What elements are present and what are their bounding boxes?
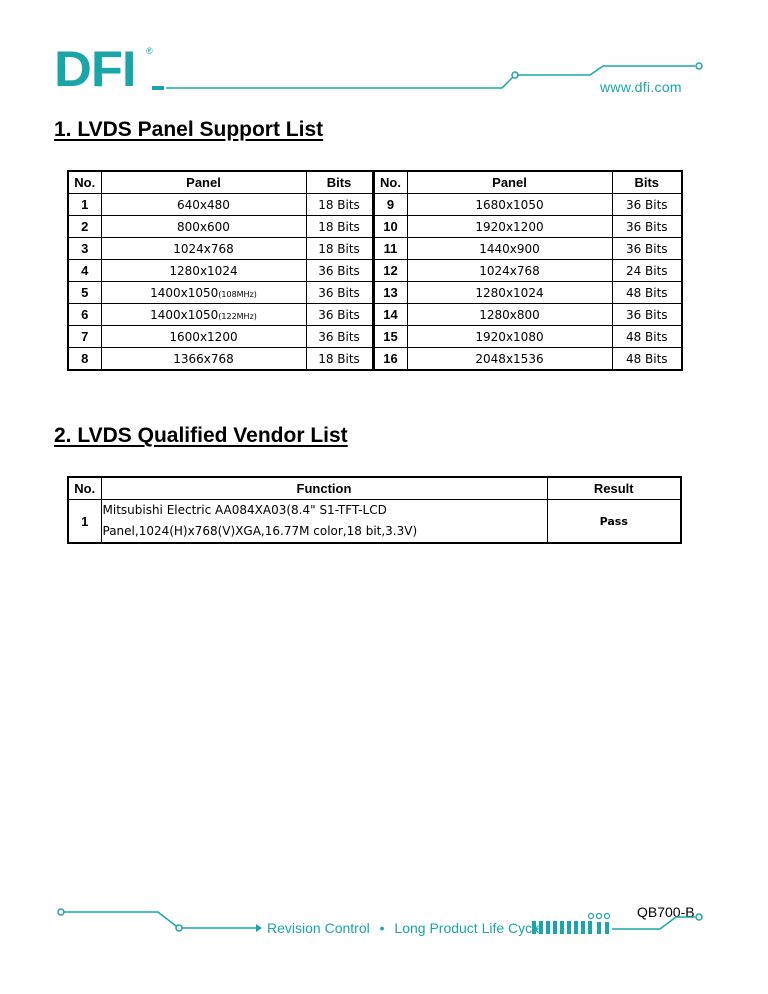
row-no: 11: [373, 238, 407, 260]
panel-value: 1600x1200: [169, 329, 238, 344]
bits-value: 18 Bits: [306, 238, 373, 260]
bits-value: 36 Bits: [306, 304, 373, 326]
table-row: [68, 348, 682, 371]
footer-node-end: [696, 914, 702, 920]
row-no: 1: [68, 500, 101, 544]
row-no: 6: [68, 304, 101, 326]
panel-resolution: 1440x900: [407, 238, 612, 260]
bits-value: 36 Bits: [612, 216, 682, 238]
panel-resolution: [101, 304, 306, 326]
bits-value: 36 Bits: [612, 304, 682, 326]
table-row: [68, 238, 682, 260]
row-no: 13: [373, 282, 407, 304]
panel-resolution: [101, 348, 306, 371]
panel-resolution: [101, 216, 306, 238]
bits-value: 36 Bits: [306, 260, 373, 282]
row-no: 16: [373, 348, 407, 371]
arrow-icon: [256, 924, 262, 932]
bits-value: 18 Bits: [306, 216, 373, 238]
row-no: 14: [373, 304, 407, 326]
footer-node-start: [58, 909, 64, 915]
row-no: 15: [373, 326, 407, 348]
header-trace-right: [518, 66, 695, 75]
panel-resolution: 1280x800: [407, 304, 612, 326]
panel-resolution: [101, 282, 306, 304]
bits-value: 36 Bits: [306, 326, 373, 348]
table-row: [68, 194, 682, 216]
panel-value: 1366x768: [173, 351, 234, 366]
tagline-long-life: Long Product Life Cycle: [394, 920, 544, 936]
row-no: 8: [68, 348, 101, 371]
header-node-right: [696, 63, 702, 69]
dfi-logo: DFI: [54, 41, 136, 97]
panel-value: 800x600: [177, 219, 230, 234]
row-no: 12: [373, 260, 407, 282]
bits-value: 48 Bits: [612, 326, 682, 348]
panel-value: 1400x1050: [150, 307, 219, 322]
footer-trace-left: [64, 912, 176, 926]
row-no: 4: [68, 260, 101, 282]
panel-resolution: [101, 194, 306, 216]
table-header-row: [68, 477, 681, 500]
barcode-icon: [532, 914, 610, 935]
website-link[interactable]: www.dfi.com: [600, 79, 682, 95]
tagline-revision-control: Revision Control: [267, 920, 370, 936]
panel-value: 1400x1050: [150, 285, 219, 300]
section1-title: 1. LVDS Panel Support List: [54, 118, 324, 141]
document-id: QB700-B: [637, 904, 695, 920]
header-trace-left: [166, 76, 514, 88]
footer-node-mid: [176, 925, 182, 931]
panel-resolution: 2048x1536: [407, 348, 612, 371]
table-header-row: [68, 171, 682, 194]
footer-tagline: [267, 920, 543, 936]
bits-value: 24 Bits: [612, 260, 682, 282]
col-header-no: No.: [68, 477, 101, 500]
col-header-panel: Panel: [101, 171, 306, 194]
table-row: [68, 304, 682, 326]
row-no: 10: [373, 216, 407, 238]
bits-value: 36 Bits: [612, 238, 682, 260]
logo-underscore: [152, 86, 164, 90]
registered-mark: ®: [146, 46, 153, 56]
row-no: 1: [68, 194, 101, 216]
panel-support-table: [67, 170, 683, 371]
panel-frequency: (122MHz): [218, 311, 257, 321]
col-header-no: No.: [373, 171, 407, 194]
section2-title: 2. LVDS Qualified Vendor List: [54, 424, 348, 447]
panel-value: 640x480: [177, 197, 230, 212]
header-node-left: [512, 72, 518, 78]
panel-value: 1024x768: [173, 241, 234, 256]
panel-resolution: [101, 238, 306, 260]
table-row: [68, 282, 682, 304]
result-value: Pass: [547, 500, 681, 544]
panel-resolution: [101, 326, 306, 348]
col-header-bits: Bits: [306, 171, 373, 194]
panel-resolution: 1920x1080: [407, 326, 612, 348]
bits-value: 18 Bits: [306, 194, 373, 216]
panel-frequency: (108MHz): [218, 289, 257, 299]
bits-value: 48 Bits: [612, 282, 682, 304]
panel-resolution: 1680x1050: [407, 194, 612, 216]
footer-trace-right: [612, 917, 695, 929]
panel-resolution: 1280x1024: [407, 282, 612, 304]
function-line-1: Mitsubishi Electric AA084XA03(8.4" S1-TFT-LCD: [102, 503, 387, 517]
bits-value: 18 Bits: [306, 348, 373, 371]
row-no: 5: [68, 282, 101, 304]
function-line-2: Panel,1024(H)x768(V)XGA,16.77M color,18 bit,3.3V): [102, 524, 418, 538]
bits-value: 48 Bits: [612, 348, 682, 371]
row-no: 3: [68, 238, 101, 260]
row-no: 7: [68, 326, 101, 348]
table-row: [68, 216, 682, 238]
panel-resolution: 1024x768: [407, 260, 612, 282]
panel-resolution: [101, 260, 306, 282]
col-header-result: Result: [547, 477, 681, 500]
table-row: [68, 260, 682, 282]
panel-resolution: 1920x1200: [407, 216, 612, 238]
row-no: 9: [373, 194, 407, 216]
col-header-panel: Panel: [407, 171, 612, 194]
table-row: [68, 326, 682, 348]
bits-value: 36 Bits: [612, 194, 682, 216]
table-row: [68, 500, 681, 544]
col-header-no: No.: [68, 171, 101, 194]
row-no: 2: [68, 216, 101, 238]
panel-value: 1280x1024: [169, 263, 238, 278]
qualified-vendor-table: [67, 476, 682, 544]
bits-value: 36 Bits: [306, 282, 373, 304]
col-header-function: Function: [101, 477, 547, 500]
col-header-bits: Bits: [612, 171, 682, 194]
tagline-bullet: •: [379, 920, 385, 936]
function-description: [101, 500, 547, 544]
